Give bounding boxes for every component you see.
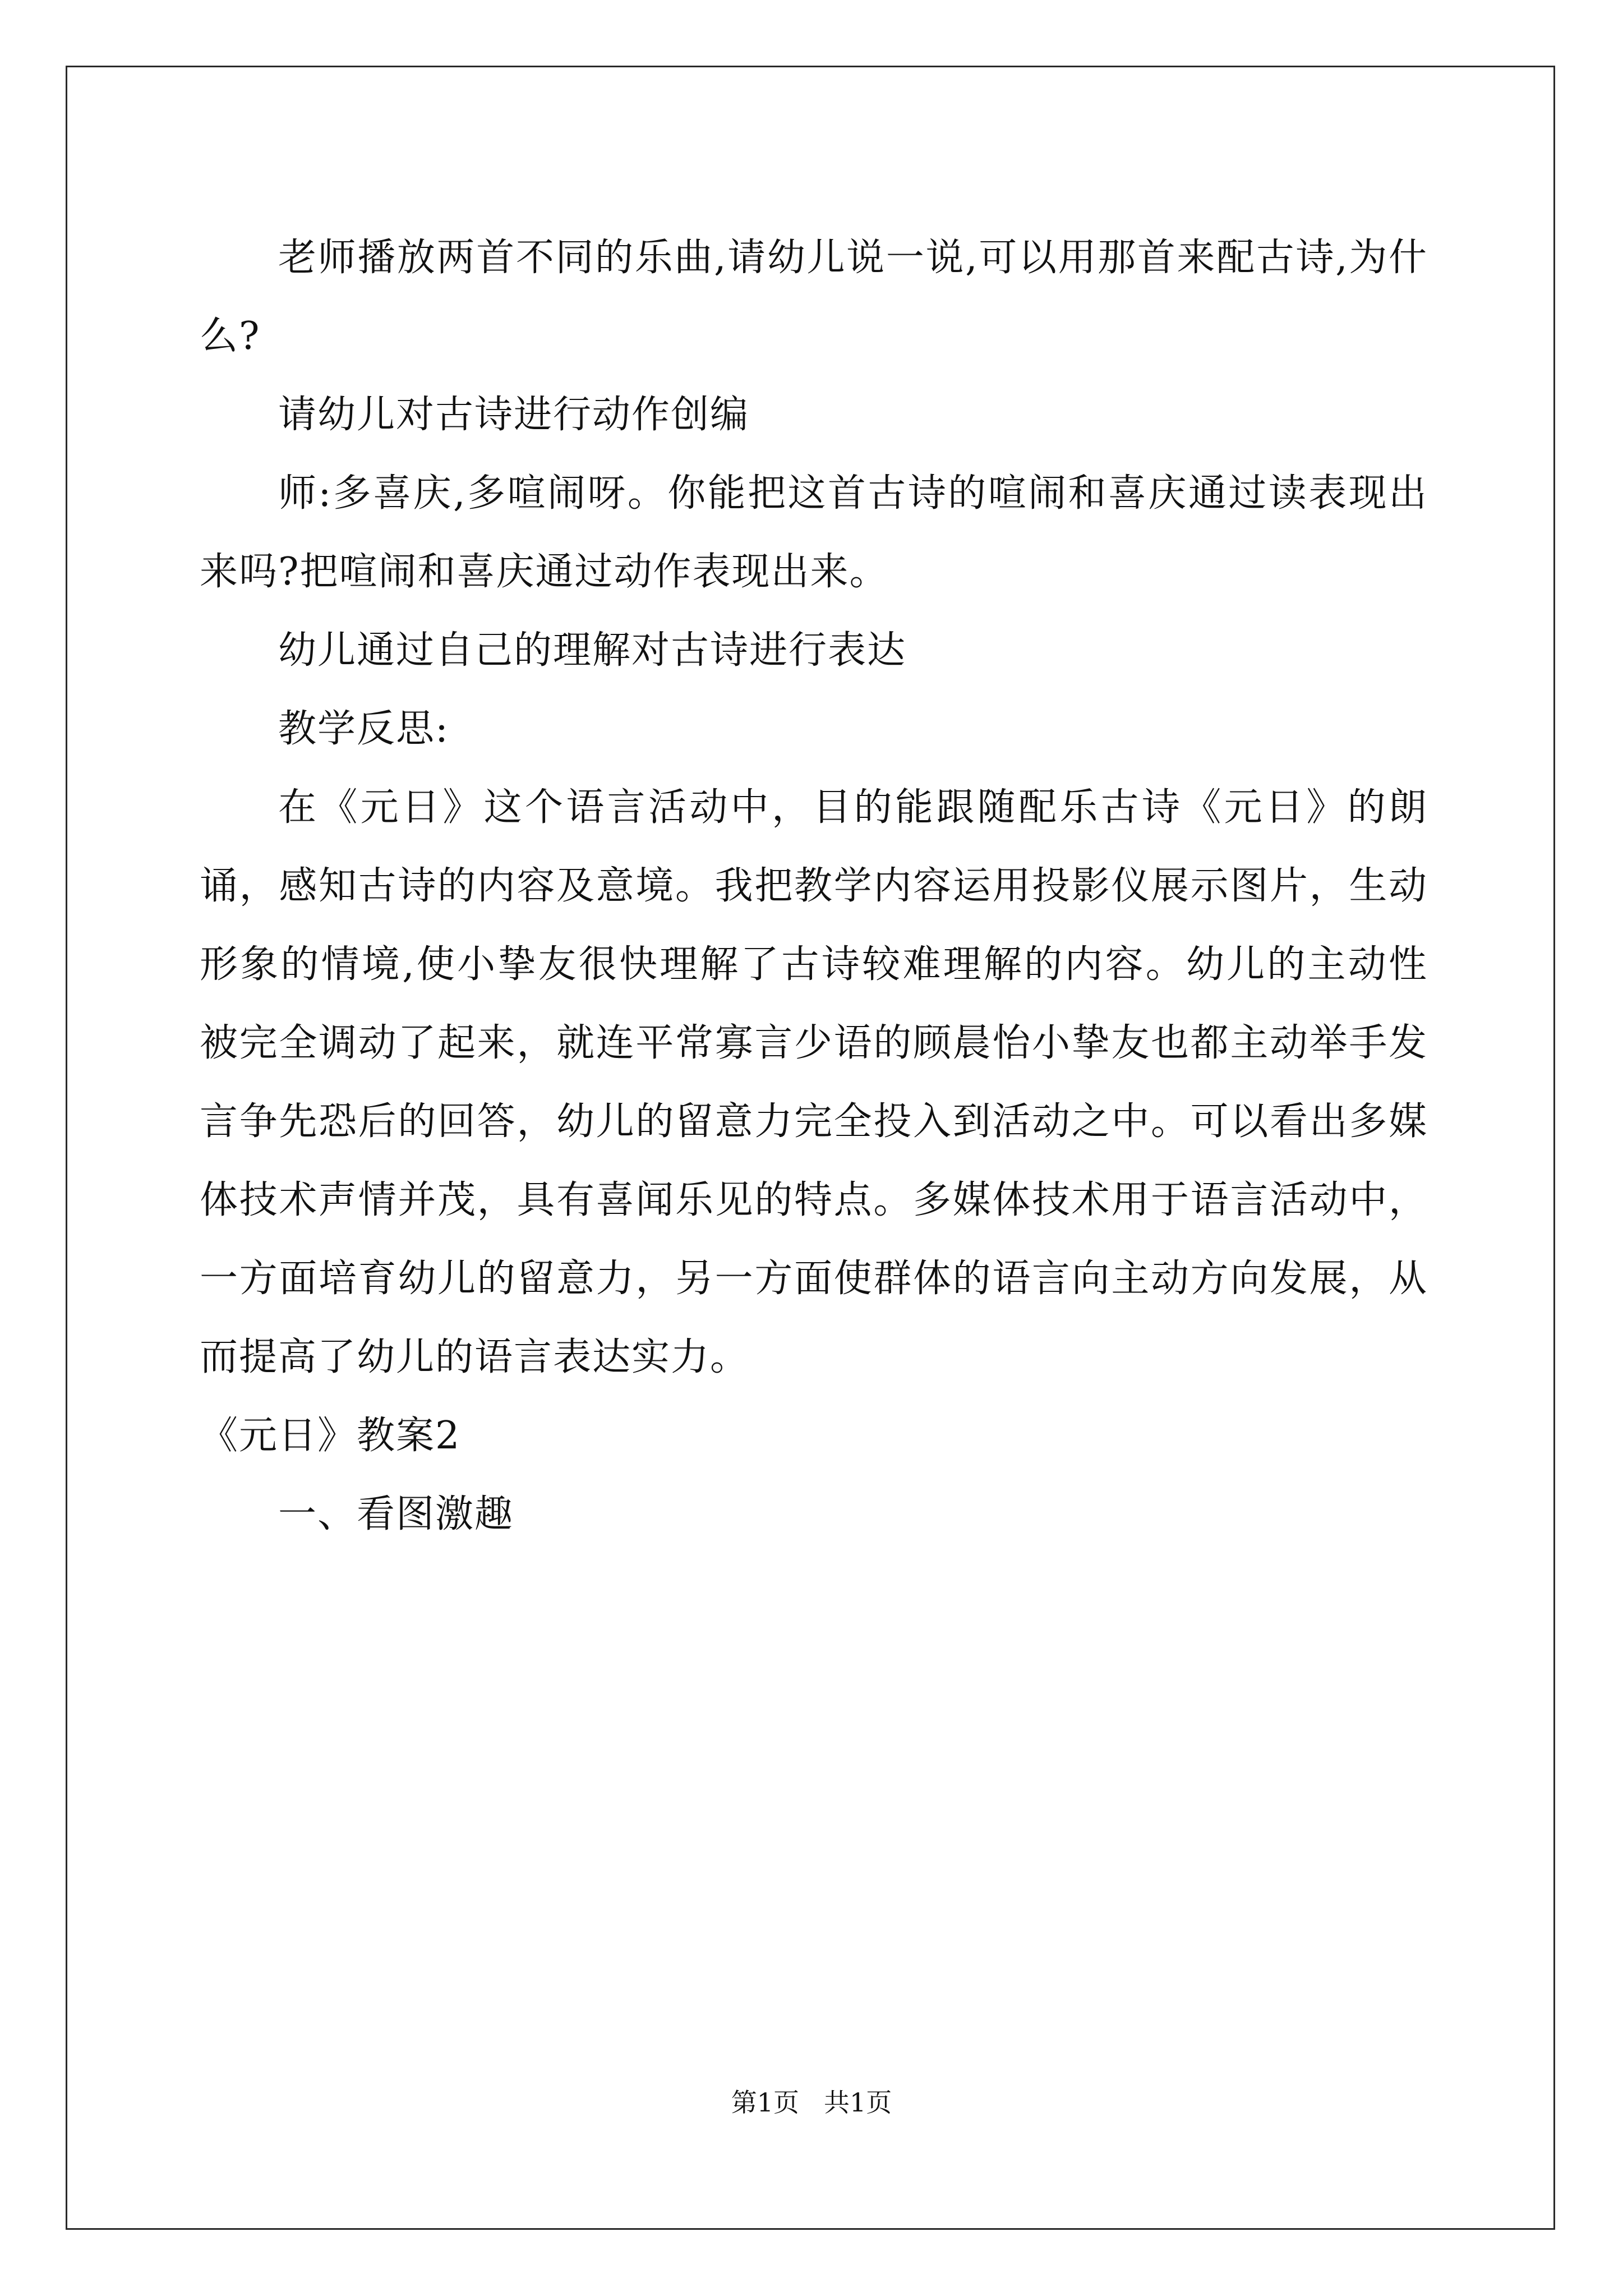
section-heading: 《元日》教案2: [200, 1414, 461, 1458]
page-total: 共1页: [823, 2087, 892, 2118]
page-number: 第1页: [731, 2087, 800, 2118]
paragraph: 幼儿通过自己的理解对古诗进行表达: [278, 628, 907, 673]
document-body: [200, 219, 1428, 1554]
page-footer: [0, 2086, 1623, 2119]
paragraph: 一、看图激趣: [278, 1492, 514, 1536]
paragraph: 老师播放两首不同的乐曲,请幼儿说一说,可以用那首来配古诗,为什么?: [200, 236, 1428, 358]
paragraph: 请幼儿对古诗进行动作创编: [278, 393, 750, 437]
paragraph: 师:多喜庆,多喧闹呀。你能把这首古诗的喧闹和喜庆通过读表现出来吗?把喧闹和喜庆通过动作表现出来。: [200, 471, 1428, 594]
paragraph: 教学反思:: [278, 707, 449, 751]
paragraph: 在《元日》这个语言活动中，目的能跟随配乐古诗《元日》的朗诵，感知古诗的内容及意境。我把教学内容运用投影仪展示图片，生动形象的情境,使小挚友很快理解了古诗较难理解的内容。幼儿的主动性被完全调动了起来，就连平常寡言少语的顾晨怡小挚友也都主动举手发言争先恐后的回答，幼儿的留意力完全投入到活动之中。可以看出多媒体技术声情并茂，具有喜闻乐见的特点。多媒体技术用于语言活动中，一方面培育幼儿的留意力，另一方面使群体的语言向主动方向发展，从而提高了幼儿的语言表达实力。: [200, 785, 1428, 1379]
